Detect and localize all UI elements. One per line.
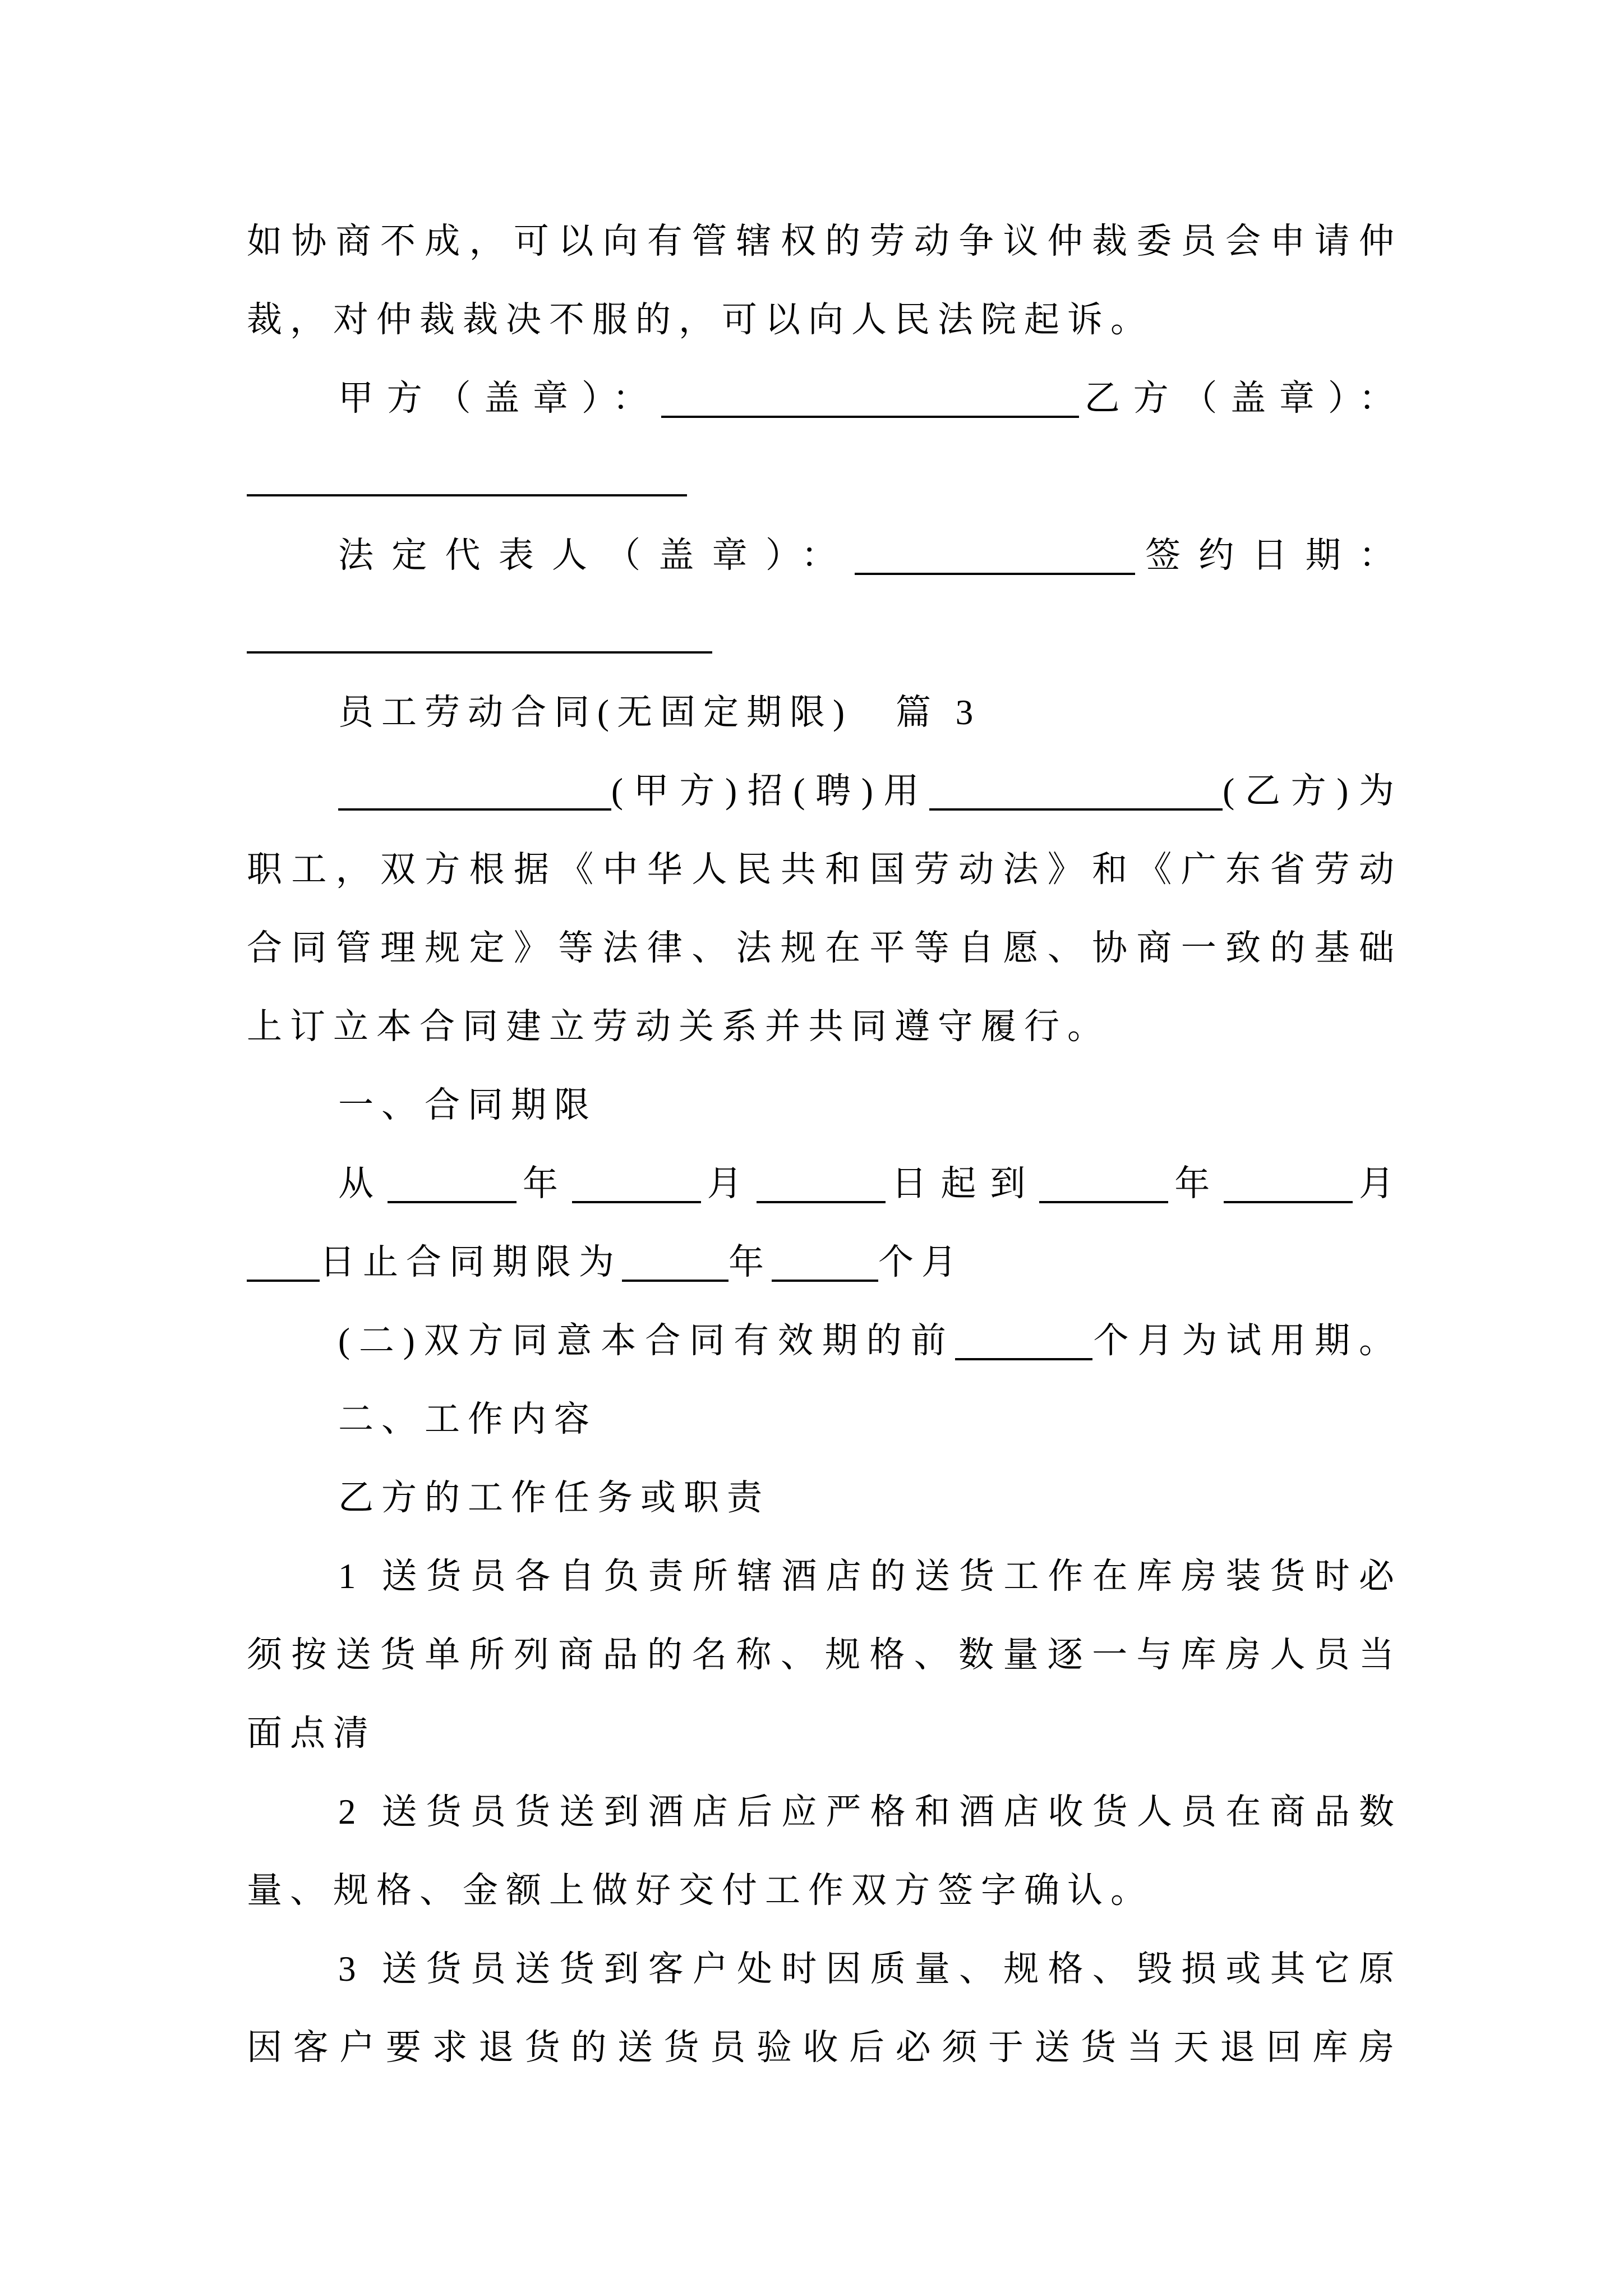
line-text-segment: 上订立本合同建立劳动关系并共同遵守履行。 xyxy=(247,1007,1110,1046)
contract-line-17 xyxy=(247,1458,1402,1537)
fill-in-blank-underline xyxy=(388,1198,517,1203)
fill-in-blank-underline xyxy=(955,1355,1092,1360)
line-text-segment: 年 xyxy=(728,1243,772,1282)
contract-line-22 xyxy=(247,1851,1402,1930)
contract-line-8 xyxy=(247,752,1402,830)
line-text-segment: 签约日期： xyxy=(1135,536,1403,575)
contract-line-5 xyxy=(247,516,1402,595)
line-text-segment: 3 送货员送货到客户处时因质量、规格、毁损或其它原 xyxy=(338,1949,1402,1989)
line-text-segment: 一、合同期限 xyxy=(338,1085,597,1125)
fill-in-blank-underline xyxy=(661,412,1079,418)
line-text-segment: 乙方的工作任务或职责 xyxy=(338,1478,770,1517)
line-text-segment: 合同管理规定》等法律、法规在平等自愿、协商一致的基础 xyxy=(247,928,1402,968)
contract-line-23 xyxy=(247,1930,1402,2008)
fill-in-blank-underline xyxy=(1039,1198,1168,1203)
line-text-segment: 法定代表人（盖章）： xyxy=(338,536,855,575)
contract-line-16 xyxy=(247,1380,1402,1458)
contract-line-12 xyxy=(247,1066,1402,1144)
contract-line-18 xyxy=(247,1537,1402,1616)
line-text-segment: 年 xyxy=(1168,1164,1224,1203)
contract-line-21 xyxy=(247,1773,1402,1851)
line-text-segment: 年 xyxy=(516,1164,572,1203)
line-text-segment: 甲方（盖章）： xyxy=(338,379,661,418)
line-text-segment: 日止合同期限为 xyxy=(320,1243,622,1282)
contract-line-24 xyxy=(247,2008,1402,2087)
line-text-segment: 日起到 xyxy=(885,1164,1040,1203)
contract-line-1 xyxy=(247,202,1402,280)
line-text-segment: 裁，对仲裁裁决不服的，可以向人民法院起诉。 xyxy=(247,300,1154,339)
line-text-segment: 月 xyxy=(700,1164,757,1203)
fill-in-blank-underline xyxy=(338,805,611,811)
line-text-segment: 月 xyxy=(1353,1164,1403,1203)
fill-in-blank-underline xyxy=(247,491,687,496)
line-text-segment: 2 送货员货送到酒店后应严格和酒店收货人员在商品数 xyxy=(338,1792,1402,1832)
contract-line-13 xyxy=(247,1144,1402,1223)
contract-line-11 xyxy=(247,987,1402,1066)
line-text-segment: (乙方)为 xyxy=(1223,771,1402,811)
line-text-segment: 须按送货单所列商品的名称、规格、数量逐一与库房人员当 xyxy=(247,1635,1402,1674)
line-text-segment: 因客户要求退货的送货员验收后必须于送货当天退回库房 xyxy=(247,2028,1402,2067)
line-text-segment: 从 xyxy=(338,1164,388,1203)
contract-text-block xyxy=(247,202,1402,2087)
line-text-segment: 员工劳动合同(无固定期限) 篇 3 xyxy=(338,693,981,732)
contract-line-2 xyxy=(247,280,1402,359)
fill-in-blank-underline xyxy=(757,1198,886,1203)
contract-line-10 xyxy=(247,909,1402,987)
line-text-segment: 面点清 xyxy=(247,1714,376,1753)
line-text-segment: 个月 xyxy=(878,1243,965,1282)
line-text-segment: (二)双方同意本合同有效期的前 xyxy=(338,1321,955,1360)
fill-in-blank-underline xyxy=(572,1198,701,1203)
line-text-segment: (甲方)招(聘)用 xyxy=(611,771,930,811)
contract-line-19 xyxy=(247,1616,1402,1694)
contract-line-7 xyxy=(247,673,1402,752)
contract-line-14 xyxy=(247,1223,1402,1301)
line-text-segment: 个月为试用期。 xyxy=(1092,1321,1402,1360)
line-text-segment: 职工，双方根据《中华人民共和国劳动法》和《广东省劳动 xyxy=(247,850,1402,889)
fill-in-blank-underline xyxy=(855,569,1135,575)
fill-in-blank-underline xyxy=(622,1276,728,1282)
line-text-segment: 1 送货员各自负责所辖酒店的送货工作在库房装货时必 xyxy=(338,1557,1402,1596)
contract-line-20 xyxy=(247,1694,1402,1773)
fill-in-blank-underline xyxy=(247,1276,320,1282)
contract-line-9 xyxy=(247,830,1402,909)
contract-line-6 xyxy=(247,595,1402,673)
line-text-segment: 二、工作内容 xyxy=(338,1400,597,1439)
fill-in-blank-underline xyxy=(1224,1198,1353,1203)
line-text-segment: 乙方（盖章）： xyxy=(1079,379,1402,418)
line-text-segment: 量、规格、金额上做好交付工作双方签字确认。 xyxy=(247,1871,1154,1910)
fill-in-blank-underline xyxy=(247,648,712,654)
contract-line-3 xyxy=(247,359,1402,438)
contract-line-4 xyxy=(247,438,1402,516)
fill-in-blank-underline xyxy=(772,1276,878,1282)
contract-line-15 xyxy=(247,1301,1402,1380)
fill-in-blank-underline xyxy=(929,805,1223,811)
line-text-segment: 如协商不成，可以向有管辖权的劳动争议仲裁委员会申请仲 xyxy=(247,222,1402,261)
